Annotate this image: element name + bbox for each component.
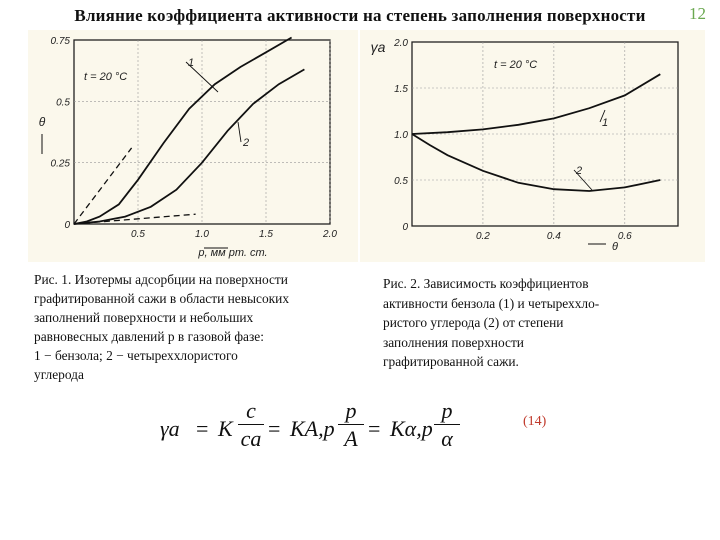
series-line-1	[74, 38, 292, 225]
fraction-denominator: A	[344, 426, 358, 451]
caption-line: графитированной сажи.	[383, 354, 519, 369]
activity-coefficient-formula	[160, 398, 460, 468]
chart-2-svg	[360, 30, 705, 262]
x-tick-label: 2.0	[323, 229, 337, 240]
caption-line: равновесных давлений p в газовой фазе:	[34, 329, 264, 344]
series-line-1	[412, 74, 660, 134]
series-label: 1	[188, 57, 195, 69]
initial-slope-line	[74, 148, 132, 224]
temperature-annotation: t = 20 °C	[494, 59, 538, 71]
y-tick-label: 0.75	[50, 36, 70, 47]
temperature-annotation: t = 20 °C	[84, 71, 128, 83]
fraction-numerator: p	[434, 398, 460, 425]
fraction-numerator: c	[238, 398, 264, 425]
x-tick-label: 0.5	[131, 229, 145, 240]
equation-number: (14)	[523, 414, 547, 429]
fraction-numerator: p	[338, 398, 364, 425]
x-tick-label: 0.2	[475, 231, 490, 242]
caption-line: углерода	[34, 367, 84, 382]
series-label: 2	[243, 137, 250, 149]
formula-fraction-3	[434, 398, 460, 453]
formula-k-ap: KA,p	[290, 416, 335, 441]
formula-lhs: γa	[160, 416, 180, 441]
y-axis-label: γa	[370, 39, 386, 55]
formula-equals: =	[268, 416, 281, 441]
formula-k: K	[218, 416, 233, 441]
slide-number: 12	[689, 4, 706, 23]
series-label-leader	[238, 122, 241, 142]
caption-line: Рис. 1. Изотермы адсорбции на поверхности	[34, 272, 288, 287]
x-tick-label: 0.6	[617, 231, 632, 242]
fraction-denominator: ca	[240, 426, 262, 451]
fraction-denominator: α	[441, 426, 453, 451]
formula-equals: =	[196, 416, 209, 441]
caption-line: заполнений поверхности и небольших	[34, 310, 254, 325]
figure-2-caption	[383, 274, 683, 372]
y-tick-label: 0	[402, 222, 408, 233]
series-line-2	[74, 69, 304, 224]
series-label: 2	[576, 165, 583, 177]
figure-2-activity-coefficients	[360, 30, 705, 262]
caption-line: ристого углерода (2) от степени	[383, 315, 564, 330]
y-tick-label: 2.0	[394, 38, 408, 49]
x-tick-label: 1.5	[259, 229, 273, 240]
y-tick-label: 1.0	[394, 130, 408, 141]
y-tick-label: 0.5	[56, 97, 70, 109]
chart-1-svg	[28, 30, 358, 262]
caption-line: Рис. 2. Зависимость коэффициентов	[383, 276, 589, 291]
formula-equals: =	[368, 416, 381, 441]
series-line-2	[412, 134, 660, 191]
formula-fraction-1	[238, 398, 264, 453]
caption-line: графитированной сажи в области невысоких	[34, 291, 290, 306]
y-tick-label: 1.5	[394, 84, 408, 95]
formula-k-alpha-p: Kα,p	[390, 416, 433, 441]
figure-1-caption	[34, 270, 350, 384]
caption-line: 1 − бензола; 2 − четыреххлористого	[34, 348, 238, 363]
y-axis-label: θ	[38, 115, 46, 129]
y-tick-label: 0.25	[50, 158, 70, 170]
figure-1-adsorption-isotherms	[28, 30, 358, 262]
x-axis-label: p, мм рт. ст.	[198, 247, 268, 259]
slide-title: Влияние коэффициента активности на степень заполнения поверхности	[74, 6, 646, 25]
y-tick-label: 0.5	[394, 176, 408, 187]
y-tick-label: 0	[64, 220, 70, 231]
x-tick-label: 0.4	[546, 231, 561, 242]
caption-line: заполнения поверхности	[383, 334, 524, 350]
formula-fraction-2	[338, 398, 364, 453]
x-axis-label: θ	[612, 241, 618, 253]
x-tick-label: 1.0	[195, 229, 209, 240]
series-label: 1	[602, 117, 609, 129]
caption-line: активности бензола (1) и четыреххло-	[383, 295, 600, 311]
